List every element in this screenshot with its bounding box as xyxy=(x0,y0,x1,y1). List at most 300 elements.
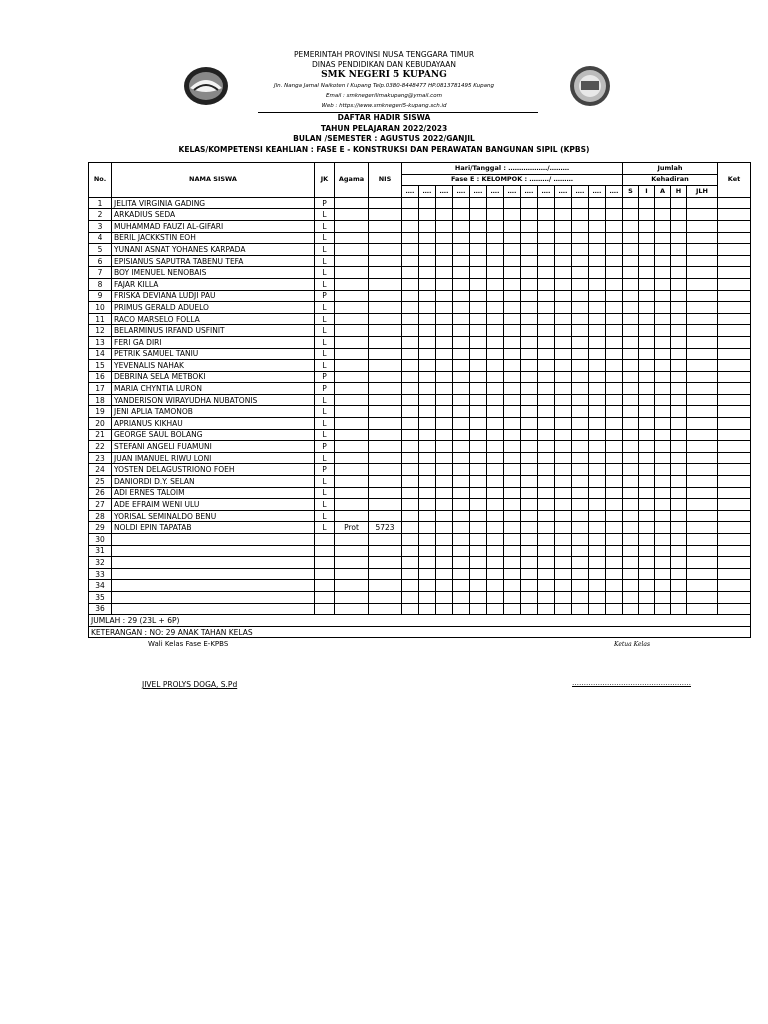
attendance-cell xyxy=(402,452,419,464)
attendance-cell xyxy=(538,522,555,534)
col-jumlah: Jumlah xyxy=(623,163,718,175)
row-nis xyxy=(369,371,402,383)
row-jk xyxy=(315,591,335,603)
attendance-cell xyxy=(470,487,487,499)
attendance-cell xyxy=(538,209,555,221)
row-jk: L xyxy=(315,452,335,464)
ket-cell xyxy=(718,232,751,244)
row-jk: P xyxy=(315,197,335,209)
attendance-cell xyxy=(436,534,453,546)
table-row xyxy=(89,209,751,221)
total-cell xyxy=(639,278,655,290)
col-jk: JK xyxy=(315,163,335,198)
attendance-cell xyxy=(419,325,436,337)
attendance-cell xyxy=(487,418,504,430)
attendance-cell xyxy=(419,441,436,453)
attendance-cell xyxy=(555,360,572,372)
total-cell xyxy=(639,209,655,221)
attendance-cell xyxy=(555,580,572,592)
attendance-cell xyxy=(470,499,487,511)
attendance-cell xyxy=(572,197,589,209)
attendance-cell xyxy=(436,545,453,557)
attendance-cell xyxy=(538,348,555,360)
row-agama xyxy=(335,580,369,592)
row-jk: L xyxy=(315,220,335,232)
row-agama xyxy=(335,371,369,383)
attendance-cell xyxy=(538,302,555,314)
attendance-cell xyxy=(504,476,521,488)
attendance-cell xyxy=(419,534,436,546)
attendance-cell xyxy=(436,441,453,453)
total-cell xyxy=(655,510,671,522)
attendance-cell xyxy=(470,394,487,406)
attendance-cell xyxy=(606,383,623,395)
attendance-cell xyxy=(555,568,572,580)
attendance-cell xyxy=(453,406,470,418)
attendance-cell xyxy=(606,545,623,557)
attendance-cell xyxy=(470,220,487,232)
attendance-cell xyxy=(487,487,504,499)
attendance-cell xyxy=(521,255,538,267)
total-cell xyxy=(623,360,639,372)
attendance-cell xyxy=(470,603,487,615)
attendance-cell xyxy=(470,336,487,348)
row-student-name xyxy=(112,580,315,592)
total-cell xyxy=(639,406,655,418)
attendance-cell xyxy=(436,603,453,615)
row-agama xyxy=(335,232,369,244)
attendance-cell xyxy=(572,360,589,372)
total-cell xyxy=(671,267,687,279)
total-cell xyxy=(687,383,718,395)
row-no: 10 xyxy=(89,302,112,314)
row-jk xyxy=(315,557,335,569)
attendance-cell xyxy=(572,418,589,430)
attendance-cell xyxy=(572,568,589,580)
total-cell xyxy=(623,580,639,592)
student-rows xyxy=(89,197,751,614)
attendance-cell xyxy=(504,429,521,441)
total-cell xyxy=(655,406,671,418)
total-cell xyxy=(655,197,671,209)
row-student-name: BELARMINUS IRFAND USFINIT xyxy=(112,325,315,337)
total-cell xyxy=(623,197,639,209)
attendance-cell xyxy=(402,360,419,372)
attendance-cell xyxy=(555,487,572,499)
total-cell xyxy=(687,394,718,406)
table-row xyxy=(89,325,751,337)
row-jk: P xyxy=(315,441,335,453)
attendance-cell xyxy=(572,487,589,499)
total-cell xyxy=(623,394,639,406)
attendance-cell xyxy=(572,220,589,232)
attendance-cell xyxy=(504,510,521,522)
total-cell xyxy=(623,244,639,256)
ket-cell xyxy=(718,383,751,395)
total-cell xyxy=(671,290,687,302)
row-nis xyxy=(369,580,402,592)
table-row xyxy=(89,476,751,488)
attendance-cell xyxy=(470,255,487,267)
attendance-cell xyxy=(589,441,606,453)
row-student-name: FERI GA DIRI xyxy=(112,336,315,348)
attendance-cell xyxy=(453,545,470,557)
attendance-cell xyxy=(504,302,521,314)
attendance-cell xyxy=(538,394,555,406)
attendance-cell xyxy=(606,568,623,580)
attendance-cell xyxy=(555,534,572,546)
table-row xyxy=(89,232,751,244)
total-cell xyxy=(687,255,718,267)
row-jk: L xyxy=(315,325,335,337)
row-agama xyxy=(335,476,369,488)
total-cell xyxy=(639,499,655,511)
attendance-cell xyxy=(453,302,470,314)
ket-cell xyxy=(718,348,751,360)
attendance-cell xyxy=(470,348,487,360)
attendance-cell xyxy=(402,499,419,511)
attendance-cell xyxy=(470,232,487,244)
total-cell xyxy=(655,591,671,603)
total-cell xyxy=(687,209,718,221)
row-nis xyxy=(369,534,402,546)
attendance-cell xyxy=(487,568,504,580)
attendance-cell xyxy=(436,336,453,348)
attendance-cell xyxy=(538,499,555,511)
attendance-cell xyxy=(402,591,419,603)
attendance-cell xyxy=(606,371,623,383)
ket-cell xyxy=(718,534,751,546)
attendance-cell xyxy=(555,313,572,325)
total-cell xyxy=(623,487,639,499)
ket-cell xyxy=(718,557,751,569)
row-agama: Prot xyxy=(335,522,369,534)
attendance-cell xyxy=(487,406,504,418)
total-cell xyxy=(639,510,655,522)
attendance-cell xyxy=(538,534,555,546)
attendance-cell xyxy=(589,220,606,232)
attendance-cell xyxy=(521,499,538,511)
total-cell xyxy=(655,534,671,546)
total-cell xyxy=(639,325,655,337)
attendance-cell xyxy=(436,360,453,372)
day-slot: …. xyxy=(419,186,436,198)
row-no: 22 xyxy=(89,441,112,453)
row-nis xyxy=(369,278,402,290)
attendance-cell xyxy=(504,348,521,360)
row-nis: 5723 xyxy=(369,522,402,534)
row-agama xyxy=(335,267,369,279)
table-row xyxy=(89,591,751,603)
total-cell xyxy=(687,545,718,557)
row-nis xyxy=(369,232,402,244)
ket-cell xyxy=(718,476,751,488)
total-cell xyxy=(655,360,671,372)
attendance-cell xyxy=(487,278,504,290)
attendance-cell xyxy=(572,557,589,569)
total-cell xyxy=(639,244,655,256)
attendance-cell xyxy=(589,255,606,267)
attendance-cell xyxy=(453,580,470,592)
attendance-cell xyxy=(470,209,487,221)
row-no: 34 xyxy=(89,580,112,592)
total-cell xyxy=(687,220,718,232)
attendance-cell xyxy=(487,255,504,267)
attendance-cell xyxy=(589,476,606,488)
total-cell xyxy=(671,244,687,256)
attendance-cell xyxy=(504,568,521,580)
total-cell xyxy=(655,278,671,290)
attendance-cell xyxy=(589,302,606,314)
col-nis: NIS xyxy=(369,163,402,198)
attendance-cell xyxy=(402,568,419,580)
attendance-cell xyxy=(436,220,453,232)
attendance-cell xyxy=(538,197,555,209)
total-cell xyxy=(687,591,718,603)
ket-cell xyxy=(718,568,751,580)
attendance-cell xyxy=(555,522,572,534)
attendance-cell xyxy=(402,232,419,244)
attendance-cell xyxy=(419,510,436,522)
attendance-cell xyxy=(521,209,538,221)
row-no: 7 xyxy=(89,267,112,279)
total-cell xyxy=(623,302,639,314)
total-cell xyxy=(623,313,639,325)
row-student-name: DANIORDI D.Y. SELAN xyxy=(112,476,315,488)
attendance-cell xyxy=(589,197,606,209)
attendance-cell xyxy=(504,255,521,267)
attendance-cell xyxy=(538,580,555,592)
ketua-kelas-label: Ketua Kelas xyxy=(614,641,651,648)
ket-cell xyxy=(718,255,751,267)
attendance-cell xyxy=(453,313,470,325)
total-cell xyxy=(639,394,655,406)
school-address: Jln. Nanga Jamal Naikoten I Kupang Telp.0380-8448477 HP.0813781495 Kupang xyxy=(274,83,494,89)
total-cell xyxy=(639,267,655,279)
attendance-cell xyxy=(453,452,470,464)
ket-cell xyxy=(718,441,751,453)
attendance-cell xyxy=(538,476,555,488)
row-no: 30 xyxy=(89,534,112,546)
attendance-cell xyxy=(606,522,623,534)
attendance-cell xyxy=(419,348,436,360)
attendance-cell xyxy=(453,441,470,453)
attendance-cell xyxy=(589,336,606,348)
row-nis xyxy=(369,429,402,441)
total-cell xyxy=(655,290,671,302)
attendance-cell xyxy=(606,510,623,522)
attendance-cell xyxy=(487,394,504,406)
attendance-cell xyxy=(589,510,606,522)
day-slot: …. xyxy=(521,186,538,198)
ket-cell xyxy=(718,336,751,348)
attendance-cell xyxy=(504,394,521,406)
row-student-name xyxy=(112,591,315,603)
day-slot: …. xyxy=(402,186,419,198)
attendance-cell xyxy=(470,302,487,314)
attendance-cell xyxy=(504,360,521,372)
attendance-cell xyxy=(402,290,419,302)
month-semester: BULAN /SEMESTER : AGUSTUS 2022/GANJIL xyxy=(293,134,475,143)
attendance-cell xyxy=(589,487,606,499)
attendance-cell xyxy=(521,522,538,534)
attendance-cell xyxy=(402,267,419,279)
attendance-cell xyxy=(589,429,606,441)
attendance-cell xyxy=(419,568,436,580)
row-nis xyxy=(369,464,402,476)
day-slot: …. xyxy=(487,186,504,198)
table-row xyxy=(89,244,751,256)
table-row xyxy=(89,255,751,267)
attendance-cell xyxy=(453,290,470,302)
row-jk: L xyxy=(315,267,335,279)
total-cell xyxy=(639,452,655,464)
row-no: 23 xyxy=(89,452,112,464)
attendance-cell xyxy=(436,383,453,395)
total-cell xyxy=(623,557,639,569)
attendance-cell xyxy=(606,290,623,302)
attendance-cell xyxy=(521,197,538,209)
attendance-cell xyxy=(589,522,606,534)
attendance-cell xyxy=(555,244,572,256)
attendance-cell xyxy=(504,209,521,221)
total-cell xyxy=(671,197,687,209)
row-agama xyxy=(335,244,369,256)
attendance-cell xyxy=(453,255,470,267)
attendance-cell xyxy=(606,348,623,360)
attendance-cell xyxy=(572,371,589,383)
total-cell xyxy=(623,591,639,603)
col-nama-siswa: NAMA SISWA xyxy=(112,163,315,198)
table-row xyxy=(89,429,751,441)
attendance-cell xyxy=(402,406,419,418)
total-cell xyxy=(671,406,687,418)
attendance-cell xyxy=(487,534,504,546)
attendance-cell xyxy=(504,545,521,557)
row-nis xyxy=(369,383,402,395)
row-jk: L xyxy=(315,302,335,314)
attendance-cell xyxy=(453,603,470,615)
total-cell xyxy=(687,580,718,592)
row-jk xyxy=(315,580,335,592)
total-cell xyxy=(687,464,718,476)
row-student-name: YOSTEN DELAGUSTRIONO FOEH xyxy=(112,464,315,476)
attendance-cell xyxy=(504,267,521,279)
attendance-cell xyxy=(436,522,453,534)
table-row xyxy=(89,197,751,209)
attendance-cell xyxy=(419,545,436,557)
row-jk xyxy=(315,534,335,546)
day-slot: …. xyxy=(555,186,572,198)
row-agama xyxy=(335,429,369,441)
attendance-cell xyxy=(589,209,606,221)
total-cell xyxy=(623,522,639,534)
row-student-name: YANDERISON WIRAYUDHA NUBATONIS xyxy=(112,394,315,406)
total-cell xyxy=(671,232,687,244)
total-cell xyxy=(655,336,671,348)
attendance-cell xyxy=(572,244,589,256)
total-cell xyxy=(655,441,671,453)
attendance-cell xyxy=(419,220,436,232)
total-cell xyxy=(639,336,655,348)
attendance-cell xyxy=(487,209,504,221)
keterangan: KETERANGAN : NO: 29 ANAK TAHAN KELAS xyxy=(89,626,751,638)
attendance-cell xyxy=(504,406,521,418)
total-cell xyxy=(671,348,687,360)
row-student-name: EPISIANUS SAPUTRA TABENU TEFA xyxy=(112,255,315,267)
row-student-name: FRISKA DEVIANA LUDJI PAU xyxy=(112,290,315,302)
attendance-cell xyxy=(487,499,504,511)
ket-cell xyxy=(718,418,751,430)
attendance-cell xyxy=(453,325,470,337)
attendance-cell xyxy=(606,209,623,221)
total-cell xyxy=(671,591,687,603)
total-cell xyxy=(623,371,639,383)
total-cell xyxy=(623,348,639,360)
table-row xyxy=(89,534,751,546)
attendance-cell xyxy=(453,418,470,430)
total-cell xyxy=(671,510,687,522)
total-cell xyxy=(687,418,718,430)
total-cell xyxy=(623,510,639,522)
total-cell xyxy=(687,290,718,302)
total-cell xyxy=(671,371,687,383)
attendance-cell xyxy=(470,534,487,546)
total-cell xyxy=(655,394,671,406)
row-no: 19 xyxy=(89,406,112,418)
row-jk: L xyxy=(315,522,335,534)
attendance-cell xyxy=(538,313,555,325)
ket-cell xyxy=(718,220,751,232)
row-no: 27 xyxy=(89,499,112,511)
total-cell xyxy=(687,336,718,348)
total-cell xyxy=(655,418,671,430)
row-agama xyxy=(335,197,369,209)
attendance-cell xyxy=(606,452,623,464)
attendance-cell xyxy=(572,441,589,453)
row-nis xyxy=(369,418,402,430)
total-cell xyxy=(687,510,718,522)
attendance-cell xyxy=(504,371,521,383)
attendance-cell xyxy=(521,545,538,557)
attendance-cell xyxy=(521,418,538,430)
row-no: 9 xyxy=(89,290,112,302)
row-no: 11 xyxy=(89,313,112,325)
total-cell xyxy=(623,464,639,476)
attendance-table xyxy=(88,162,751,638)
attendance-cell xyxy=(504,464,521,476)
row-nis xyxy=(369,510,402,522)
row-no: 15 xyxy=(89,360,112,372)
attendance-cell xyxy=(555,406,572,418)
total-cell xyxy=(687,325,718,337)
attendance-cell xyxy=(538,371,555,383)
attendance-cell xyxy=(555,464,572,476)
total-cell xyxy=(671,220,687,232)
total-cell xyxy=(671,429,687,441)
attendance-cell xyxy=(487,429,504,441)
day-slot: …. xyxy=(453,186,470,198)
row-jk: L xyxy=(315,487,335,499)
attendance-cell xyxy=(436,278,453,290)
school-website: Web : https://www.smknegeri5-kupang.sch.id xyxy=(321,103,447,109)
col-alpa: A xyxy=(655,186,671,198)
total-cell xyxy=(639,371,655,383)
day-slot: …. xyxy=(589,186,606,198)
table-row xyxy=(89,464,751,476)
row-agama xyxy=(335,313,369,325)
attendance-cell xyxy=(538,383,555,395)
